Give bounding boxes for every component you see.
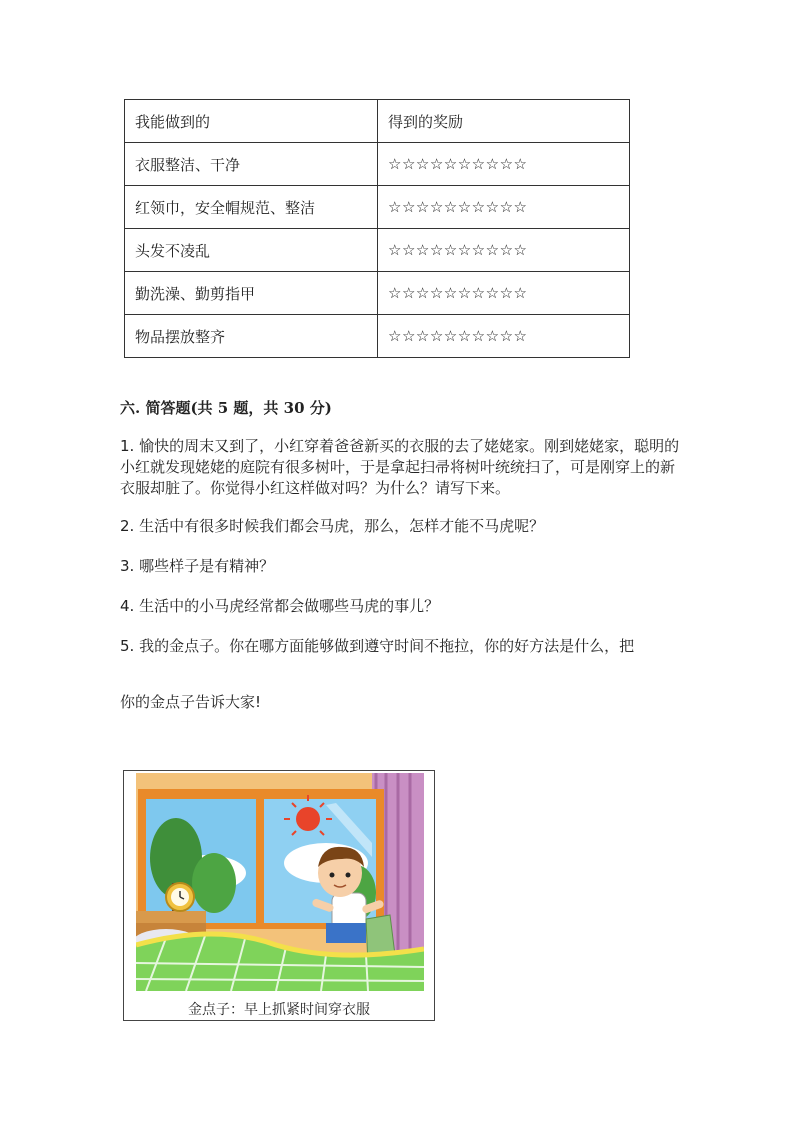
question-3: 3. 哪些样子是有精神？ bbox=[120, 557, 275, 575]
section-title: 六. 简答题(共 5 题，共 30 分) bbox=[120, 399, 332, 417]
question-5: 5. 我的金点子。你在哪方面能够做到遵守时间不拖拉，你的好方法是什么，把 bbox=[120, 637, 635, 655]
boy-making-bed-illustration bbox=[136, 773, 424, 991]
table-cell-stars: ☆☆☆☆☆☆☆☆☆☆ bbox=[378, 229, 630, 272]
table-cell-stars: ☆☆☆☆☆☆☆☆☆☆ bbox=[378, 186, 630, 229]
table-row bbox=[125, 143, 630, 186]
table-cell-item: 勤洗澡、勤剪指甲 bbox=[125, 272, 378, 315]
table-cell-item: 衣服整洁、干净 bbox=[125, 143, 378, 186]
table-cell-item: 红领巾，安全帽规范、整洁 bbox=[125, 186, 378, 229]
table-row bbox=[125, 186, 630, 229]
question-2: 2. 生活中有很多时候我们都会马虎，那么，怎样才能不马虎呢？ bbox=[120, 517, 545, 535]
question-4: 4. 生活中的小马虎经常都会做哪些马虎的事儿？ bbox=[120, 597, 440, 615]
table-row bbox=[125, 229, 630, 272]
table-header-cell: 我能做到的 bbox=[125, 100, 378, 143]
table-cell-item: 物品摆放整齐 bbox=[125, 315, 378, 358]
table-row bbox=[125, 272, 630, 315]
table-cell-stars: ☆☆☆☆☆☆☆☆☆☆ bbox=[378, 315, 630, 358]
table-cell-item: 头发不凌乱 bbox=[125, 229, 378, 272]
question-1: 1. 愉快的周末又到了，小红穿着爸爸新买的衣服的去了姥姥家。刚到姥姥家，聪明的小红就发现姥姥的庭院有很多树叶，于是拿起扫帚将树叶统统扫了，可是刚穿上的新衣服却脏了。你觉得小红这样做对吗？为什么？请写下来。 bbox=[120, 437, 680, 497]
table-header-row bbox=[125, 100, 630, 143]
table-header-cell: 得到的奖励 bbox=[378, 100, 630, 143]
table-row bbox=[125, 315, 630, 358]
question-5-continued: 你的金点子告诉大家! bbox=[120, 693, 262, 711]
illustration-caption: 金点子：早上抓紧时间穿衣服 bbox=[188, 1002, 370, 1018]
table-cell-stars: ☆☆☆☆☆☆☆☆☆☆ bbox=[378, 272, 630, 315]
table-cell-stars: ☆☆☆☆☆☆☆☆☆☆ bbox=[378, 143, 630, 186]
illustration-frame bbox=[123, 770, 435, 1021]
reward-table bbox=[124, 99, 630, 358]
